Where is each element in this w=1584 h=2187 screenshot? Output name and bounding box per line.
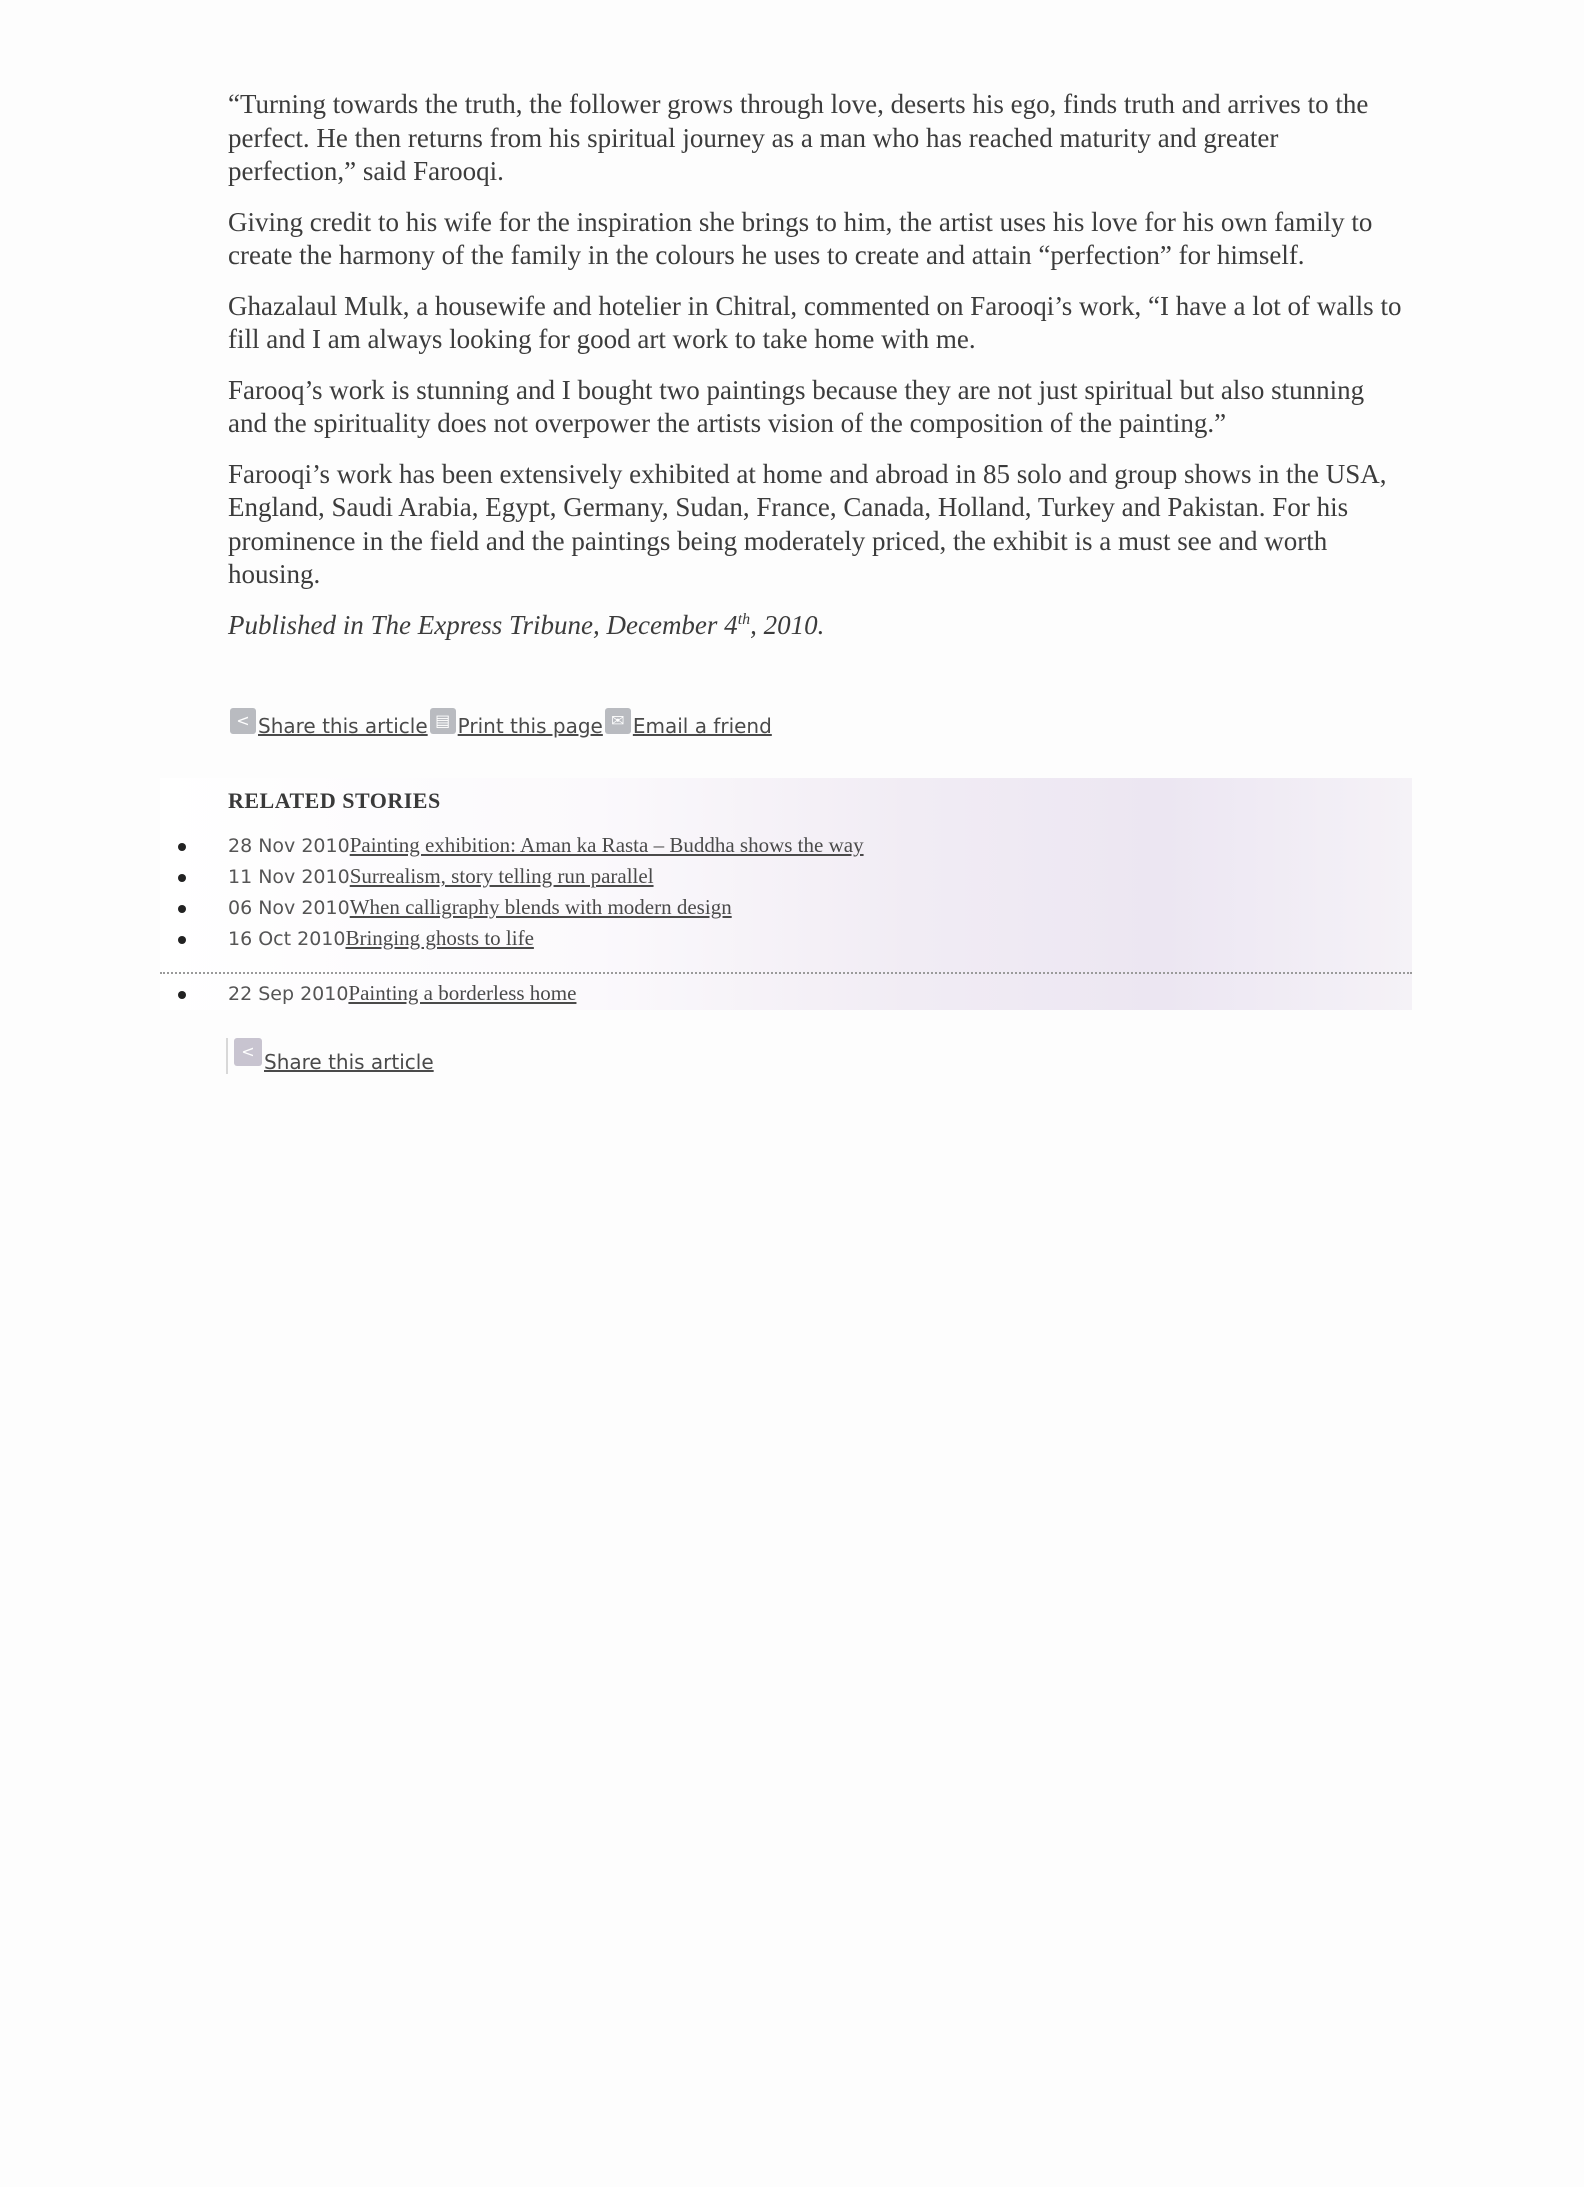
article-paragraph: Ghazalaul Mulk, a housewife and hotelier in Chitral, commented on Farooqi’s work, “I have a lot of walls to fill and I am always looking for good art work to take home with me. xyxy=(228,290,1402,354)
list-item xyxy=(174,978,864,1009)
email-icon[interactable]: ✉ xyxy=(605,708,631,734)
share-bottom xyxy=(226,1038,434,1074)
print-icon[interactable]: ▤ xyxy=(430,708,456,734)
share-article-link[interactable]: Share this article xyxy=(264,1050,434,1074)
list-item xyxy=(174,830,864,861)
dotted-divider xyxy=(160,972,1412,974)
share-icon[interactable]: < xyxy=(234,1038,262,1066)
story-date: 28 Nov 2010 xyxy=(228,835,350,857)
article-paragraph: Farooq’s work is stunning and I bought two paintings because they are not just spiritual but also stunning and the spirituality does not overpower the artists vision of the composition of the painting.” xyxy=(228,374,1365,438)
list-item xyxy=(174,923,864,954)
print-page-link[interactable]: Print this page xyxy=(457,714,603,738)
story-date: 22 Sep 2010 xyxy=(228,983,349,1005)
story-date: 11 Nov 2010 xyxy=(228,866,350,888)
story-date: 06 Nov 2010 xyxy=(228,897,350,919)
published-prefix: Published in The Express Tribune, December 4 xyxy=(228,609,738,640)
article-paragraph: Giving credit to his wife for the inspiration she brings to him, the artist uses his love for his own family to create the harmony of the family in the colours he uses to create and attain “perfection” for himself. xyxy=(228,206,1373,270)
article-paragraph: “Turning towards the truth, the follower grows through love, deserts his ego, finds truth and arrives to the perfect. He then returns from his spiritual journey as a man who has reached maturity and greater perfection,” said Farooqi. xyxy=(228,89,1369,186)
published-sup: th xyxy=(737,610,751,628)
story-link[interactable]: Painting exhibition: Aman ka Rasta – Buddha shows the way xyxy=(349,833,864,857)
article-paragraph: Farooqi’s work has been extensively exhibited at home and abroad in 85 solo and group shows in the USA, England, Saudi Arabia, Egypt, Germany, Sudan, France, Canada, Holland, Turkey and Pakistan. For his prominence in the field and the paintings being moderately priced, the exhibit is a must see and worth housing. xyxy=(228,458,1387,589)
list-item xyxy=(174,861,864,892)
email-friend-link[interactable]: Email a friend xyxy=(632,714,772,738)
related-stories-title: RELATED STORIES xyxy=(228,788,441,813)
related-stories-list xyxy=(174,830,864,1009)
story-link[interactable]: Surrealism, story telling run parallel xyxy=(349,864,654,888)
story-link[interactable]: When calligraphy blends with modern design xyxy=(349,895,732,919)
share-toolbar xyxy=(230,712,774,738)
list-item xyxy=(174,892,864,923)
story-link[interactable]: Bringing ghosts to life xyxy=(345,926,534,950)
related-stories xyxy=(160,778,1412,1010)
share-icon[interactable]: < xyxy=(230,708,256,734)
divider xyxy=(226,1038,228,1074)
share-article-link[interactable]: Share this article xyxy=(258,714,428,738)
story-date: 16 Oct 2010 xyxy=(228,928,346,950)
published-line xyxy=(228,609,1408,643)
article-body xyxy=(228,88,1408,659)
story-link[interactable]: Painting a borderless home xyxy=(348,981,577,1005)
published-suffix: , 2010. xyxy=(750,609,825,640)
